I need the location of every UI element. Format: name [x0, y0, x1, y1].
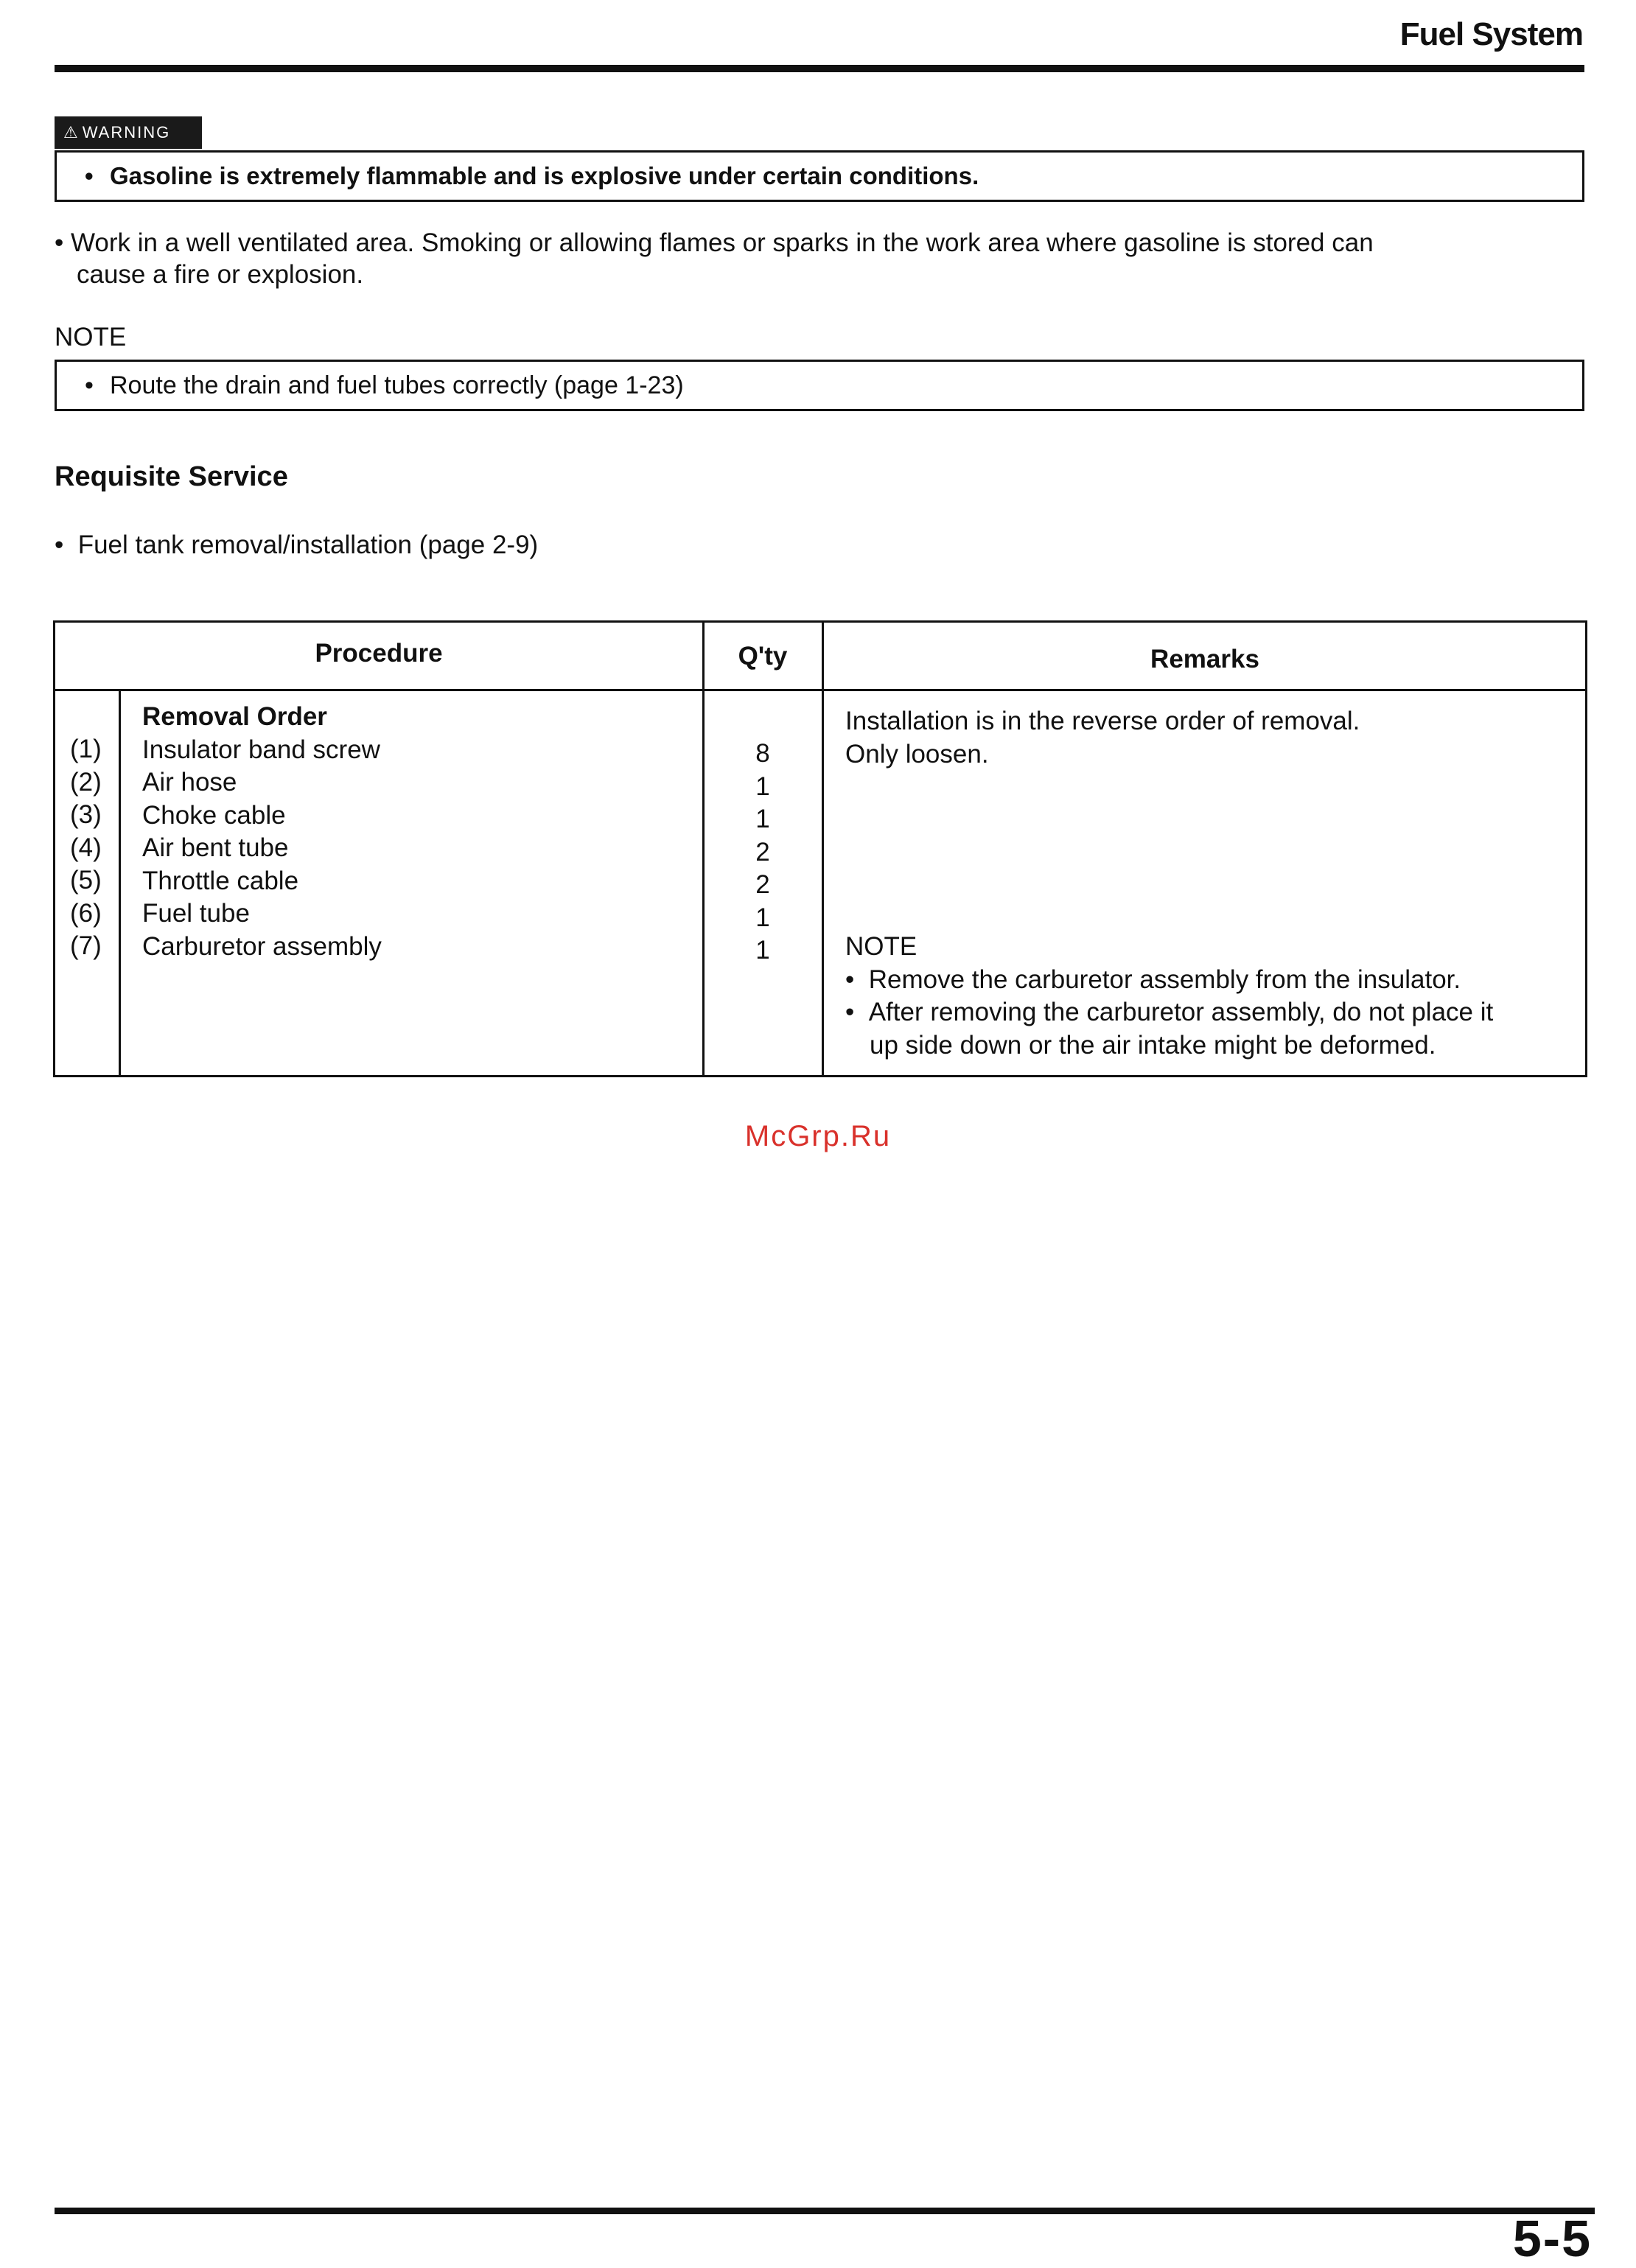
- requisite-item: [55, 531, 538, 560]
- header-rule: [55, 65, 1584, 72]
- row-number: (6): [70, 898, 102, 928]
- requisite-item-text: Fuel tank removal/installation (page 2-9): [77, 531, 539, 559]
- row-number: (3): [70, 800, 102, 829]
- watermark-link[interactable]: McGrp.Ru: [744, 1120, 892, 1152]
- work-safety-note: [55, 227, 1587, 290]
- bullet-icon: •: [55, 228, 71, 257]
- row-item: Throttle cable: [142, 866, 299, 895]
- table-column-divider: [822, 623, 824, 1075]
- row-qty: 1: [755, 805, 770, 833]
- bullet-icon: •: [845, 998, 869, 1026]
- row-number: (5): [70, 866, 102, 895]
- bullet-icon: •: [85, 371, 94, 399]
- bullet-icon: •: [55, 531, 78, 559]
- remark-note-item2-line1: After removing the carburetor assembly, do not place it: [868, 998, 1494, 1026]
- row-qty: 1: [755, 903, 770, 932]
- row-number: (1): [70, 735, 102, 763]
- row-qty: 8: [755, 739, 770, 768]
- remarks-top: [845, 705, 1360, 771]
- footer-rule: [55, 2208, 1595, 2214]
- row-items: [142, 701, 382, 963]
- header-qty: Q'ty: [738, 642, 788, 671]
- table-number-divider: [119, 689, 121, 1075]
- requisite-heading: Requisite Service: [55, 461, 288, 492]
- remark-loosen: Only loosen.: [845, 739, 989, 769]
- row-qtys: [704, 738, 822, 967]
- work-note-line2: cause a fire or explosion.: [77, 260, 364, 289]
- warning-badge-label: WARNING: [82, 123, 171, 141]
- warning-box: [55, 150, 1584, 202]
- remark-installation: Installation is in the reverse order of removal.: [845, 707, 1360, 735]
- row-item: Choke cable: [142, 800, 286, 830]
- note-text: Route the drain and fuel tubes correctly (page 1-23): [110, 371, 684, 399]
- remarks-note: [845, 931, 1493, 1062]
- row-qty: 1: [755, 771, 770, 801]
- row-number: (7): [70, 931, 102, 960]
- bullet-icon: •: [85, 162, 94, 189]
- remark-note-item2-line2: up side down or the air intake might be deformed.: [870, 1030, 1436, 1060]
- row-item: Air hose: [142, 768, 237, 797]
- note-label: NOTE: [55, 323, 127, 351]
- row-number: (4): [70, 833, 102, 862]
- header-procedure: Procedure: [315, 639, 443, 668]
- row-item: Air bent tube: [142, 833, 289, 862]
- remark-note-label: NOTE: [845, 932, 917, 961]
- row-item: Carburetor assembly: [142, 931, 382, 961]
- procedure-table: [53, 620, 1587, 1077]
- header-remarks: Remarks: [1150, 645, 1259, 673]
- page-number: 5-5: [1512, 2210, 1592, 2267]
- remark-note-item1: Remove the carburetor assembly from the insulator.: [868, 965, 1461, 994]
- row-item: Fuel tube: [142, 899, 250, 928]
- warning-text: Gasoline is extremely flammable and is explosive under certain conditions.: [110, 162, 979, 189]
- warning-badge: [55, 116, 202, 149]
- row-qty: 1: [755, 936, 770, 965]
- work-note-line1: Work in a well ventilated area. Smoking or allowing flames or sparks in the work area where gasoline is stored can: [70, 228, 1374, 257]
- removal-order-title: Removal Order: [142, 702, 327, 731]
- bullet-icon: •: [845, 965, 869, 994]
- table-header-divider: [55, 689, 1585, 691]
- row-number: (2): [70, 767, 102, 797]
- row-qty: 2: [755, 870, 770, 899]
- warning-icon: ⚠: [63, 123, 80, 141]
- row-item: Insulator band screw: [142, 735, 380, 764]
- row-numbers: [70, 733, 102, 963]
- note-box: [55, 360, 1584, 411]
- section-title: Fuel System: [1399, 16, 1583, 52]
- row-qty: 2: [755, 837, 770, 867]
